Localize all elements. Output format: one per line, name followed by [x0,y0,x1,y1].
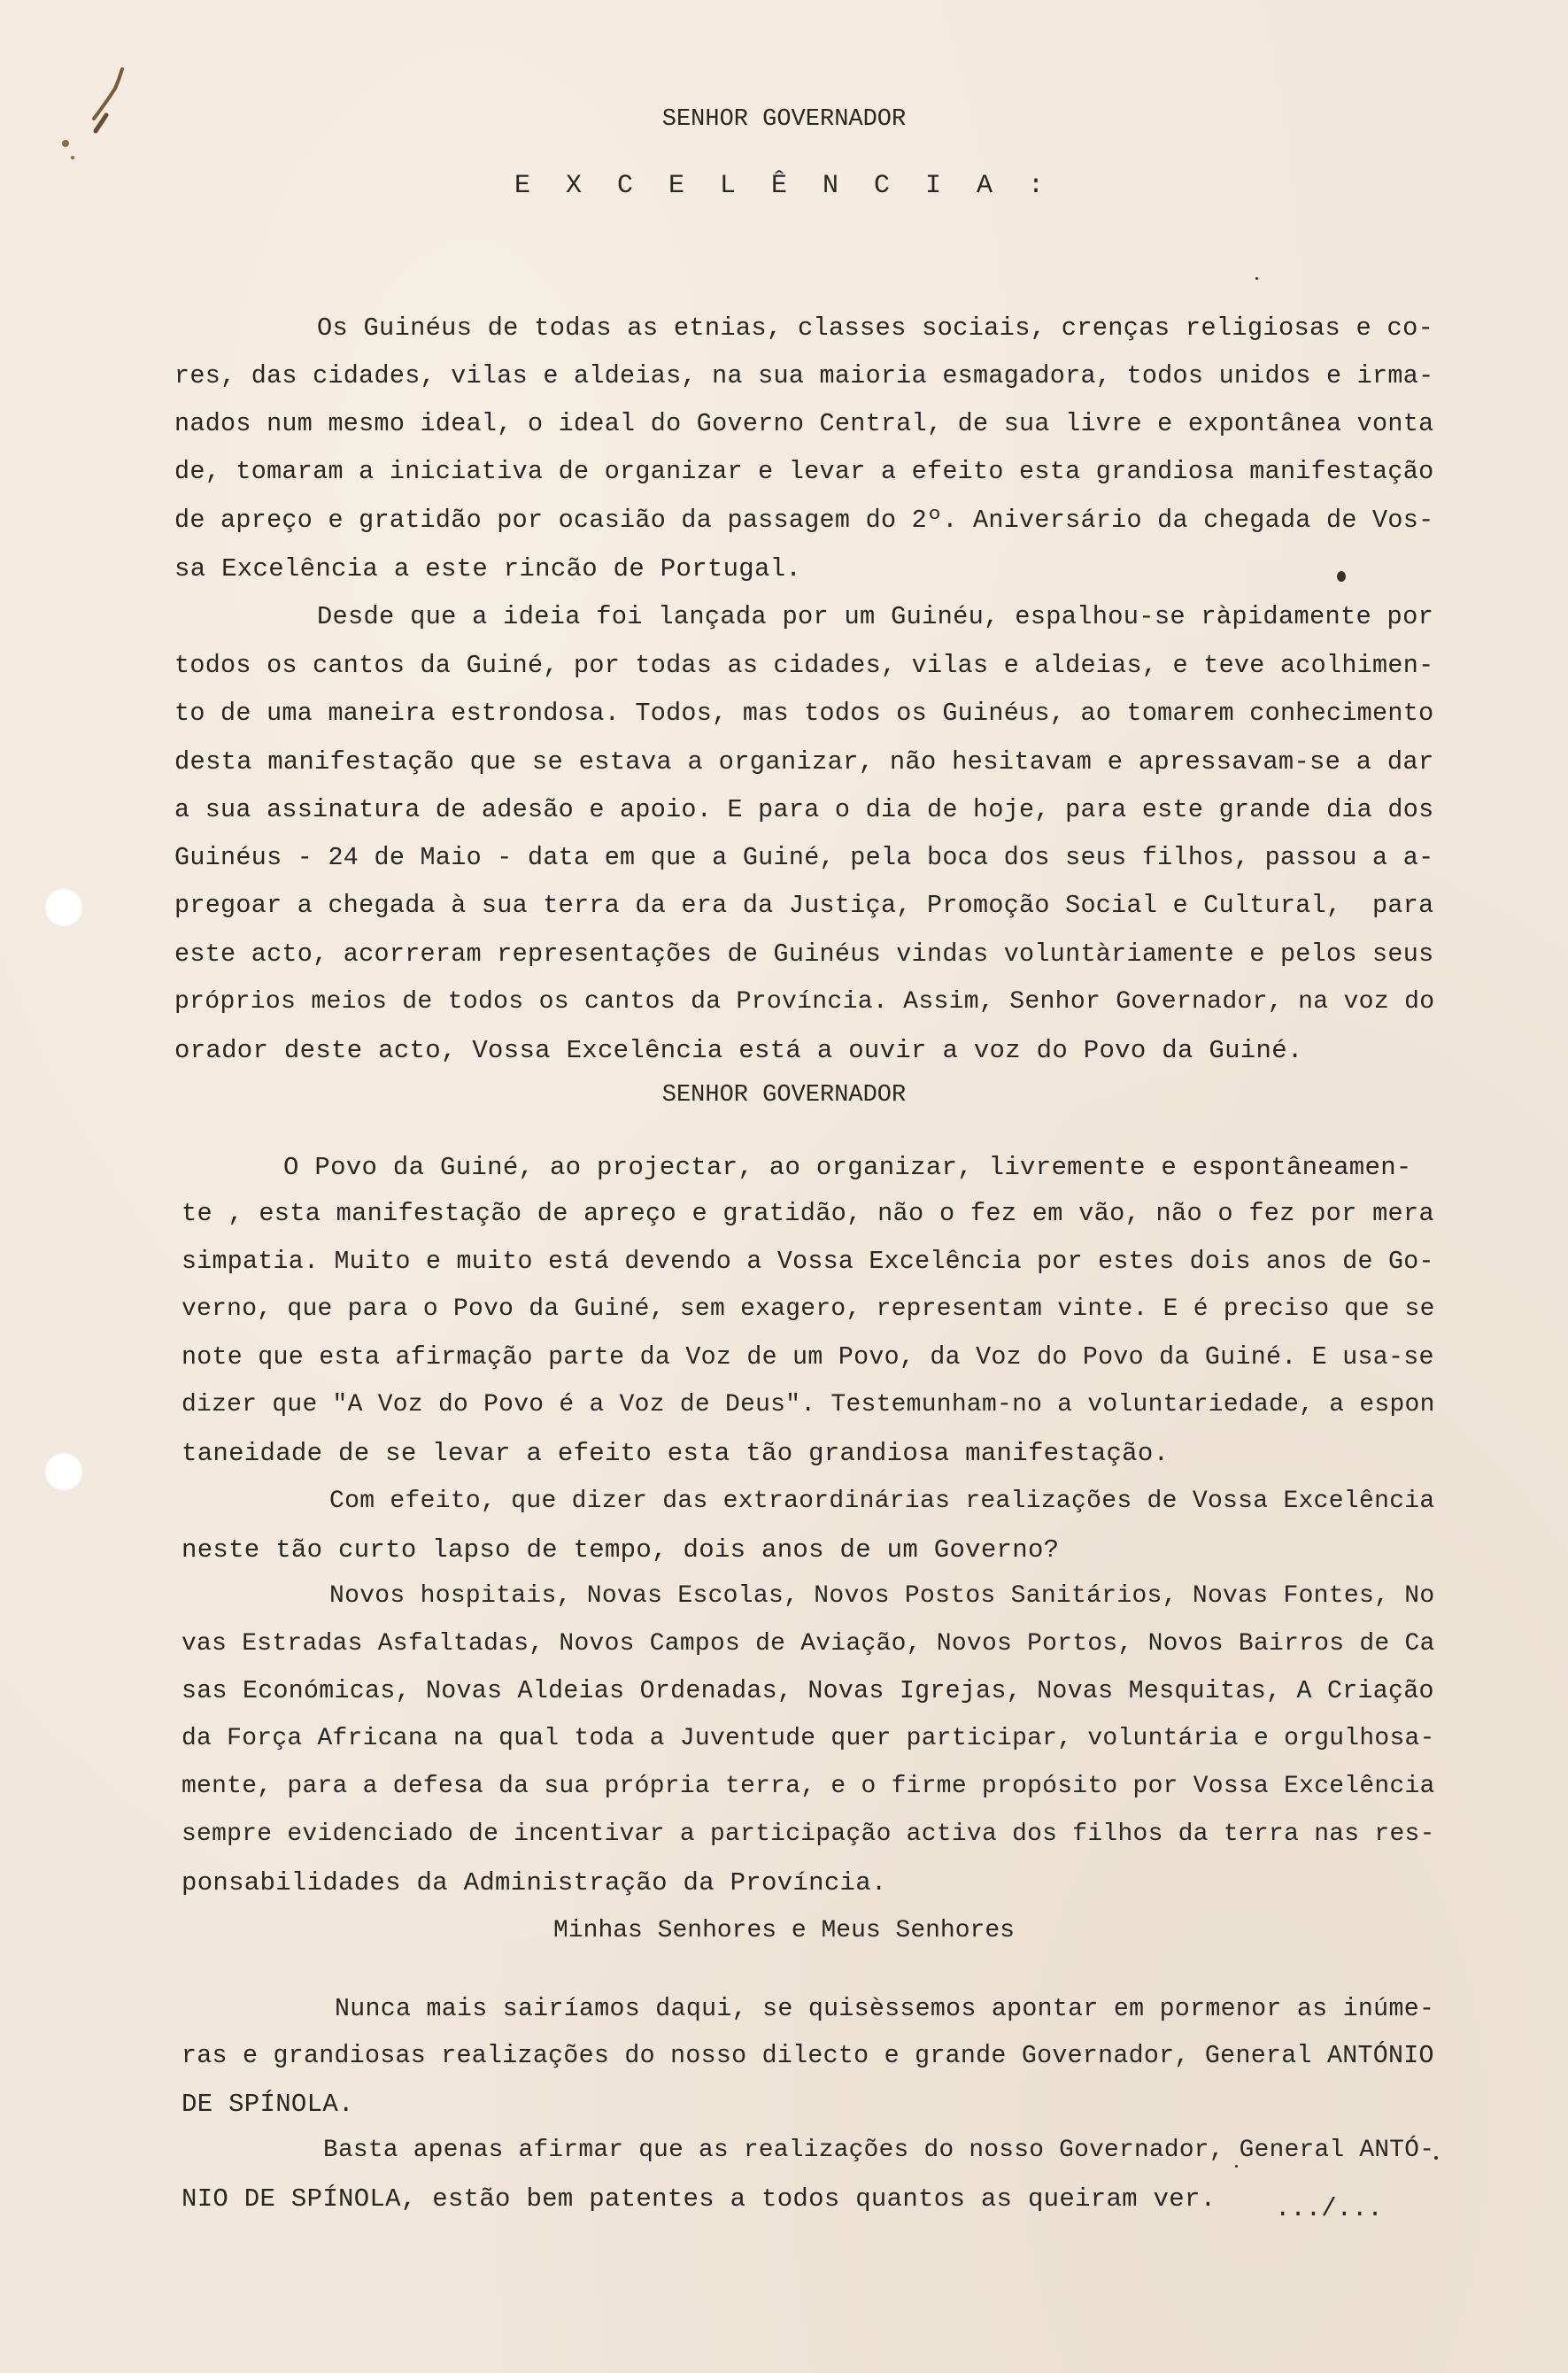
text-line: de apreço e gratidão por ocasião da passagem do 2º. Aniversário da chegada de Vos- [174,506,1434,535]
text-line: de, tomaram a iniciativa de organizar e levar a efeito esta grandiosa manifestação [174,457,1434,486]
text-line: DE SPÍNOLA. [182,2090,354,2119]
text-line: orador deste acto, Vossa Excelência está a ouvir a voz do Povo da Guiné. [174,1036,1303,1065]
text-line: te , esta manifestação de apreço e gratidão, não o fez em vão, não o fez por mera [182,1199,1434,1228]
text-line: simpatia. Muito e muito está devendo a Vossa Excelência por estes dois anos de Go- [182,1248,1434,1276]
text-line: desta manifestação que se estava a organizar, não hesitavam e apressavam-se a dar [174,747,1434,777]
text-line: ras e grandiosas realizações do nosso dilecto e grande Governador, General ANTÓNIO [182,2042,1434,2070]
text-line: O Povo da Guiné, ao projectar, ao organizar, livremente e espontâneamen- [283,1153,1412,1182]
text-line: note que esta afirmação parte da Voz de um Povo, da Voz do Povo da Guiné. E usa-se [182,1343,1434,1372]
text-line: sempre evidenciado de incentivar a participação activa dos filhos da terra nas res- [182,1820,1435,1848]
punch-hole [44,1452,83,1491]
text-line: todos os cantos da Guiné, por todas as cidades, vilas e aldeias, e teve acolhimen- [174,651,1434,680]
text-line: ponsabilidades da Administração da Província. [182,1868,887,1898]
text-line: Basta apenas afirmar que as realizações do nosso Governador, General ANTÓ- [323,2137,1435,2164]
ink-speck [1337,571,1346,582]
heading-senhor-governador: SENHOR GOVERNADOR [661,106,907,133]
punch-hole [44,888,83,927]
heading-minhas-senhores: Minhas Senhores e Meus Senhores [553,1917,1015,1944]
text-line: res, das cidades, vilas e aldeias, na sua maioria esmagadora, todos unidos e irma- [174,361,1434,390]
text-line: taneidade de se levar a efeito esta tão grandiosa manifestação. [182,1439,1170,1468]
text-line: sa Excelência a este rincão de Portugal. [174,554,802,584]
text-line: Guinéus - 24 de Maio - data em que a Guiné, pela boca dos seus filhos, passou a a- [174,843,1434,872]
text-line: NIO DE SPÍNOLA, estão bem patentes a todos quantos as queiram ver. [182,2184,1217,2214]
text-line: Com efeito, que dizer das extraordinárias realizações de Vossa Excelência [329,1488,1435,1515]
page-continuation-mark: .../... [1275,2194,1383,2223]
text-line: Desde que a ideia foi lançada por um Guinéu, espalhou-se ràpidamente por [317,602,1434,631]
text-line: da Força Africana na qual toda a Juventude quer participar, voluntária e orgulhosa- [182,1725,1435,1752]
text-line: vas Estradas Asfaltadas, Novos Campos de Aviação, Novos Portos, Novos Bairros de Ca [182,1630,1435,1658]
heading-excelencia: E X C E L Ê N C I A : [514,171,1054,201]
heading-senhor-governador-2: SENHOR GOVERNADOR [661,1082,907,1109]
text-line: pregoar a chegada à sua terra da era da Justiça, Promoção Social e Cultural, para [174,891,1434,920]
text-line: dizer que "A Voz do Povo é a Voz de Deus". Testemunham-no a voluntariedade, a espon [182,1391,1435,1418]
text-line: sas Económicas, Novas Aldeias Ordenadas, Novas Igrejas, Novas Mesquitas, A Criação [182,1677,1434,1705]
text-line: este acto, acorreram representações de Guinéus vindas voluntàriamente e pelos seus [174,939,1434,969]
text-line: to de uma maneira estrondosa. Todos, mas todos os Guinéus, ao tomarem conhecimento [174,699,1434,728]
text-line: nados num mesmo ideal, o ideal do Governo Central, de sua livre e expontânea vonta [174,409,1434,438]
text-line: Os Guinéus de todas as etnias, classes sociais, crenças religiosas e co- [317,313,1434,343]
text-line: neste tão curto lapso de tempo, dois anos de um Governo? [182,1535,1060,1565]
ink-speck [1255,277,1258,280]
text-line: a sua assinatura de adesão e apoio. E para o dia de hoje, para este grande dia dos [174,795,1434,824]
text-line: verno, que para o Povo da Guiné, sem exagero, representam vinte. E é preciso que se [182,1295,1435,1323]
text-line: Novos hospitais, Novas Escolas, Novos Postos Sanitários, Novas Fontes, No [329,1582,1435,1610]
text-line: próprios meios de todos os cantos da Província. Assim, Senhor Governador, na voz do [174,988,1435,1016]
ink-speck [1235,2165,1238,2168]
text-line: mente, para a defesa da sua própria terra, e o firme propósito por Vossa Excelência [182,1773,1435,1800]
text-line: Nunca mais sairíamos daqui, se quisèssemos apontar em pormenor as inúme- [335,1995,1435,2023]
ink-speck [1434,2156,1438,2160]
